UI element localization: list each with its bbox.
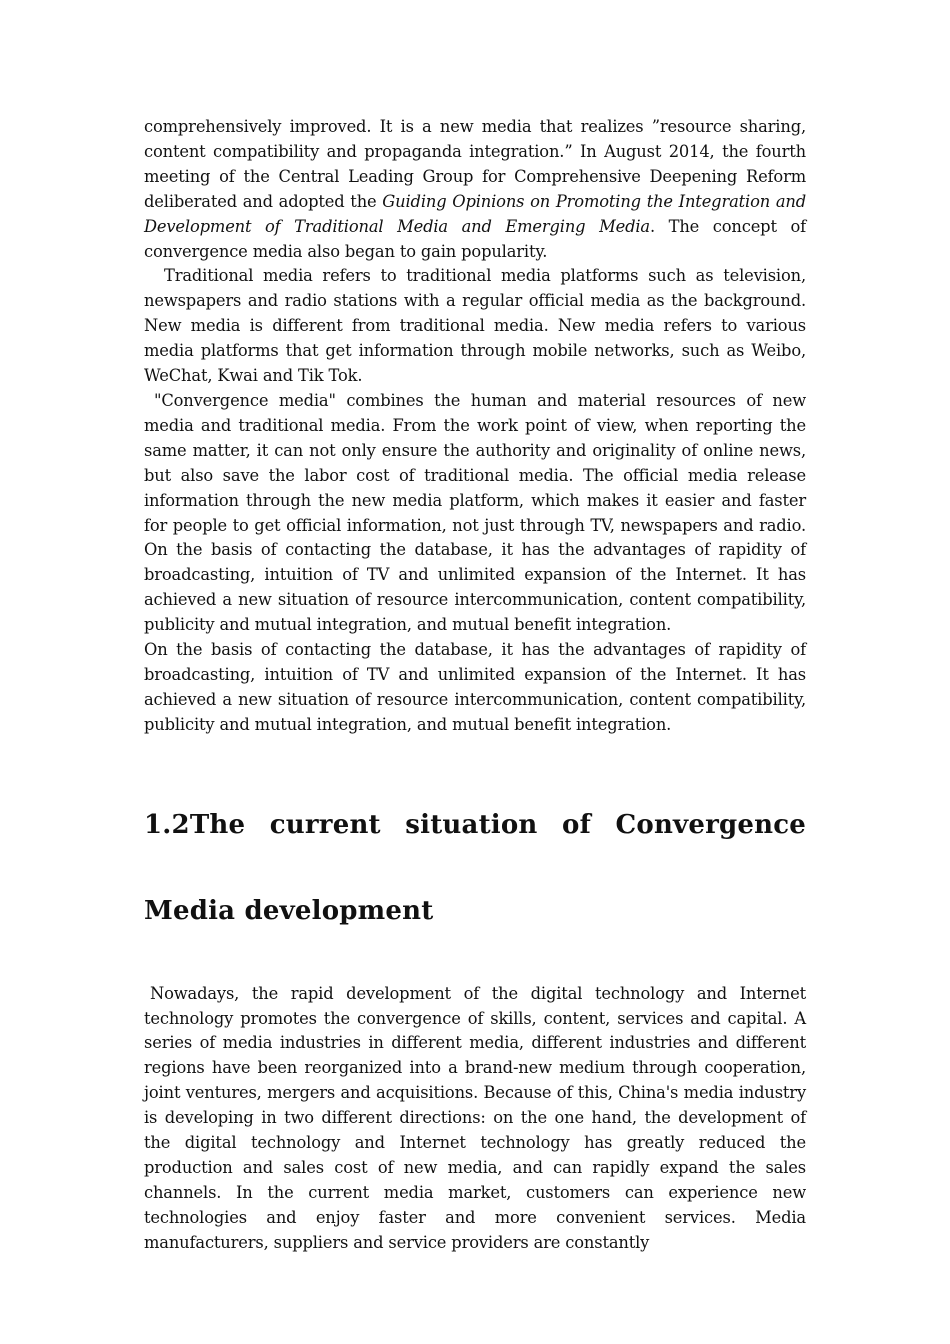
section-heading: 1.2The current situation of Convergence Media development	[144, 809, 806, 926]
document-page	[144, 115, 806, 1256]
spacer	[144, 954, 806, 982]
paragraph-convergence-media: "Convergence media" combines the human and material resources of new media and traditional media. From the work point of view, when reporting the same matter, it can not only ensure the authority and originality of online news, but also save the labor cost of traditional media. The official media release information through the new media platform, which makes it easier and faster for people to get official information, not just through TV, newspapers and radio. On the basis of contacting the database, it has the advantages of rapidity of broadcasting, intuition of TV and unlimited expansion of the Internet. It has achieved a new situation of resource intercommunication, content compatibility, publicity and mutual integration, and mutual benefit integration.	[144, 390, 806, 635]
paragraph-traditional-media: Traditional media refers to traditional media platforms such as television, newspapers and radio stations with a regular official media as the background. New media is different from traditional media. New media refers to various media platforms that get information through mobile networks, such as Weibo, WeChat, Kwai and Tik Tok.	[144, 266, 806, 386]
document-title-italic: Guiding Opinions on Promoting the Integration and Development of Traditional Media and Emerging Media	[144, 191, 806, 236]
paragraph-text: . The concept of convergence media also began to gain popularity.	[144, 216, 806, 261]
paragraph-convergence-intro	[144, 115, 806, 264]
paragraph-text: comprehensively improved. It is a new media that realizes ”resource sharing, content compatibility and propaganda integration.” In August 2014, the fourth meeting of the Central Leading Group for Comprehensive Deepening Reform deliberated and adopted the	[144, 117, 806, 211]
paragraph-database-advantages: On the basis of contacting the database, it has the advantages of rapidity of broadcasting, intuition of TV and unlimited expansion of the Internet. It has achieved a new situation of resource intercommunication, content compatibility, publicity and mutual integration, and mutual benefit integration.	[144, 640, 806, 734]
paragraph-current-situation: Nowadays, the rapid development of the digital technology and Internet technology promotes the convergence of skills, content, services and capital. A series of media industries in different media, different industries and different regions have been reorganized into a brand-new medium through cooperation, joint ventures, mergers and acquisitions. Because of this, China's media industry is developing in two different directions: on the one hand, the development of the digital technology and Internet technology has greatly reduced the production and sales cost of new media, and can rapidly expand the sales channels. In the current media market, customers can experience new technologies and enjoy faster and more convenient services. Media manufacturers, suppliers and service providers are constantly	[144, 983, 806, 1252]
